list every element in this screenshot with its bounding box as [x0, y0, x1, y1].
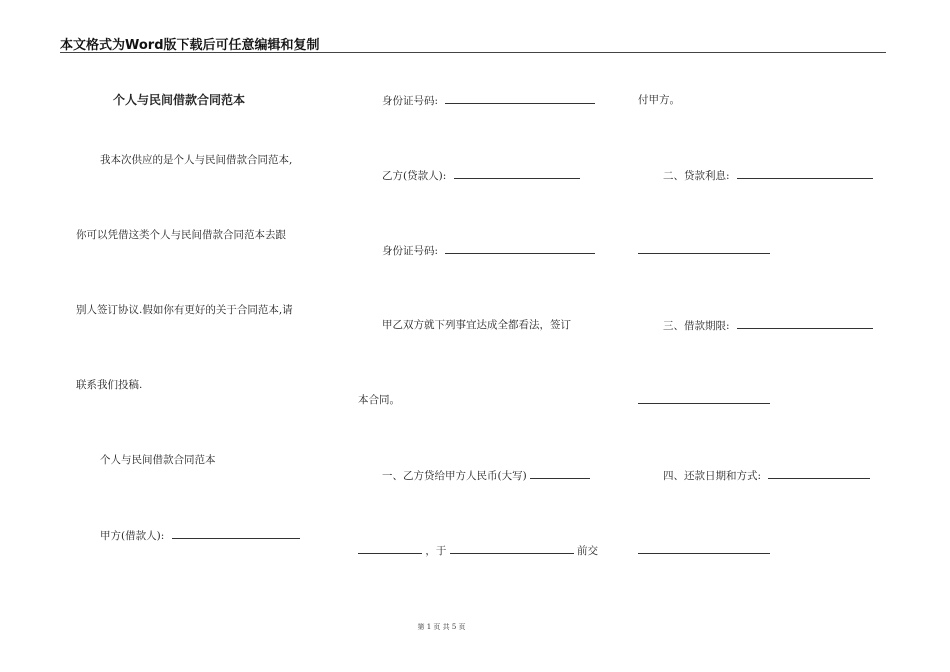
interest-cont-row — [638, 243, 770, 258]
intro-line-1: 我本次供应的是个人与民间借款合同范本, — [100, 154, 293, 166]
section-title: 个人与民间借款合同范本 — [100, 454, 216, 466]
clause-1-amount-blank — [530, 468, 590, 479]
clause-1-label: 一、乙方贷给甲方人民币(大写) — [382, 470, 527, 482]
id-label-2: 身份证号码: — [382, 245, 439, 257]
repay-blank-2 — [638, 543, 770, 554]
clause-1-end: 前交 — [577, 545, 599, 557]
interest-blank — [737, 168, 873, 179]
repay-label: 四、还款日期和方式: — [663, 470, 762, 482]
intro-line-2: 你可以凭借这类个人与民间借款合同范本去跟 — [76, 229, 286, 241]
clause-1-date-blank — [450, 543, 574, 554]
header-rule — [60, 52, 886, 53]
id-blank-2 — [445, 243, 595, 254]
clause-1-row — [382, 468, 590, 483]
intro-line-4: 联系我们投稿. — [76, 379, 143, 391]
repay-cont-row — [638, 543, 770, 558]
clause-1-sep: ，于 — [425, 545, 447, 557]
party-a-label: 甲方(借款人): — [100, 530, 165, 542]
repay-blank — [768, 468, 870, 479]
id-label-1: 身份证号码: — [382, 95, 439, 107]
intro-line-3: 别人签订协议.假如你有更好的关于合同范本,请 — [76, 304, 293, 316]
agreement-line-1: 甲乙双方就下列事宜达成全都看法，签订 — [382, 319, 571, 331]
party-b-row — [382, 168, 580, 183]
clause-1-cont-row — [358, 543, 598, 558]
header-title: 本文格式为Word版下载后可任意编辑和复制 — [60, 38, 320, 53]
term-cont-row — [638, 393, 770, 408]
page-footer: 第 1 页 共 5 页 — [417, 623, 466, 631]
party-a-row — [100, 528, 300, 543]
term-blank-2 — [638, 393, 770, 404]
interest-label: 二、贷款利息: — [663, 170, 730, 182]
party-b-blank — [454, 168, 580, 179]
interest-row — [663, 168, 873, 183]
agreement-line-2: 本合同。 — [358, 394, 400, 406]
repay-row — [663, 468, 870, 483]
pay-to-line: 付甲方。 — [638, 94, 680, 106]
id-row-2 — [382, 243, 595, 258]
party-b-label: 乙方(贷款人): — [382, 170, 447, 182]
id-blank-1 — [445, 93, 595, 104]
document-title: 个人与民间借款合同范本 — [113, 93, 246, 107]
party-a-blank — [172, 528, 300, 539]
clause-1-blank-a — [358, 543, 422, 554]
term-label: 三、借款期限: — [663, 320, 730, 332]
id-row-1 — [382, 93, 595, 108]
interest-blank-2 — [638, 243, 770, 254]
term-row — [663, 318, 873, 333]
term-blank — [737, 318, 873, 329]
